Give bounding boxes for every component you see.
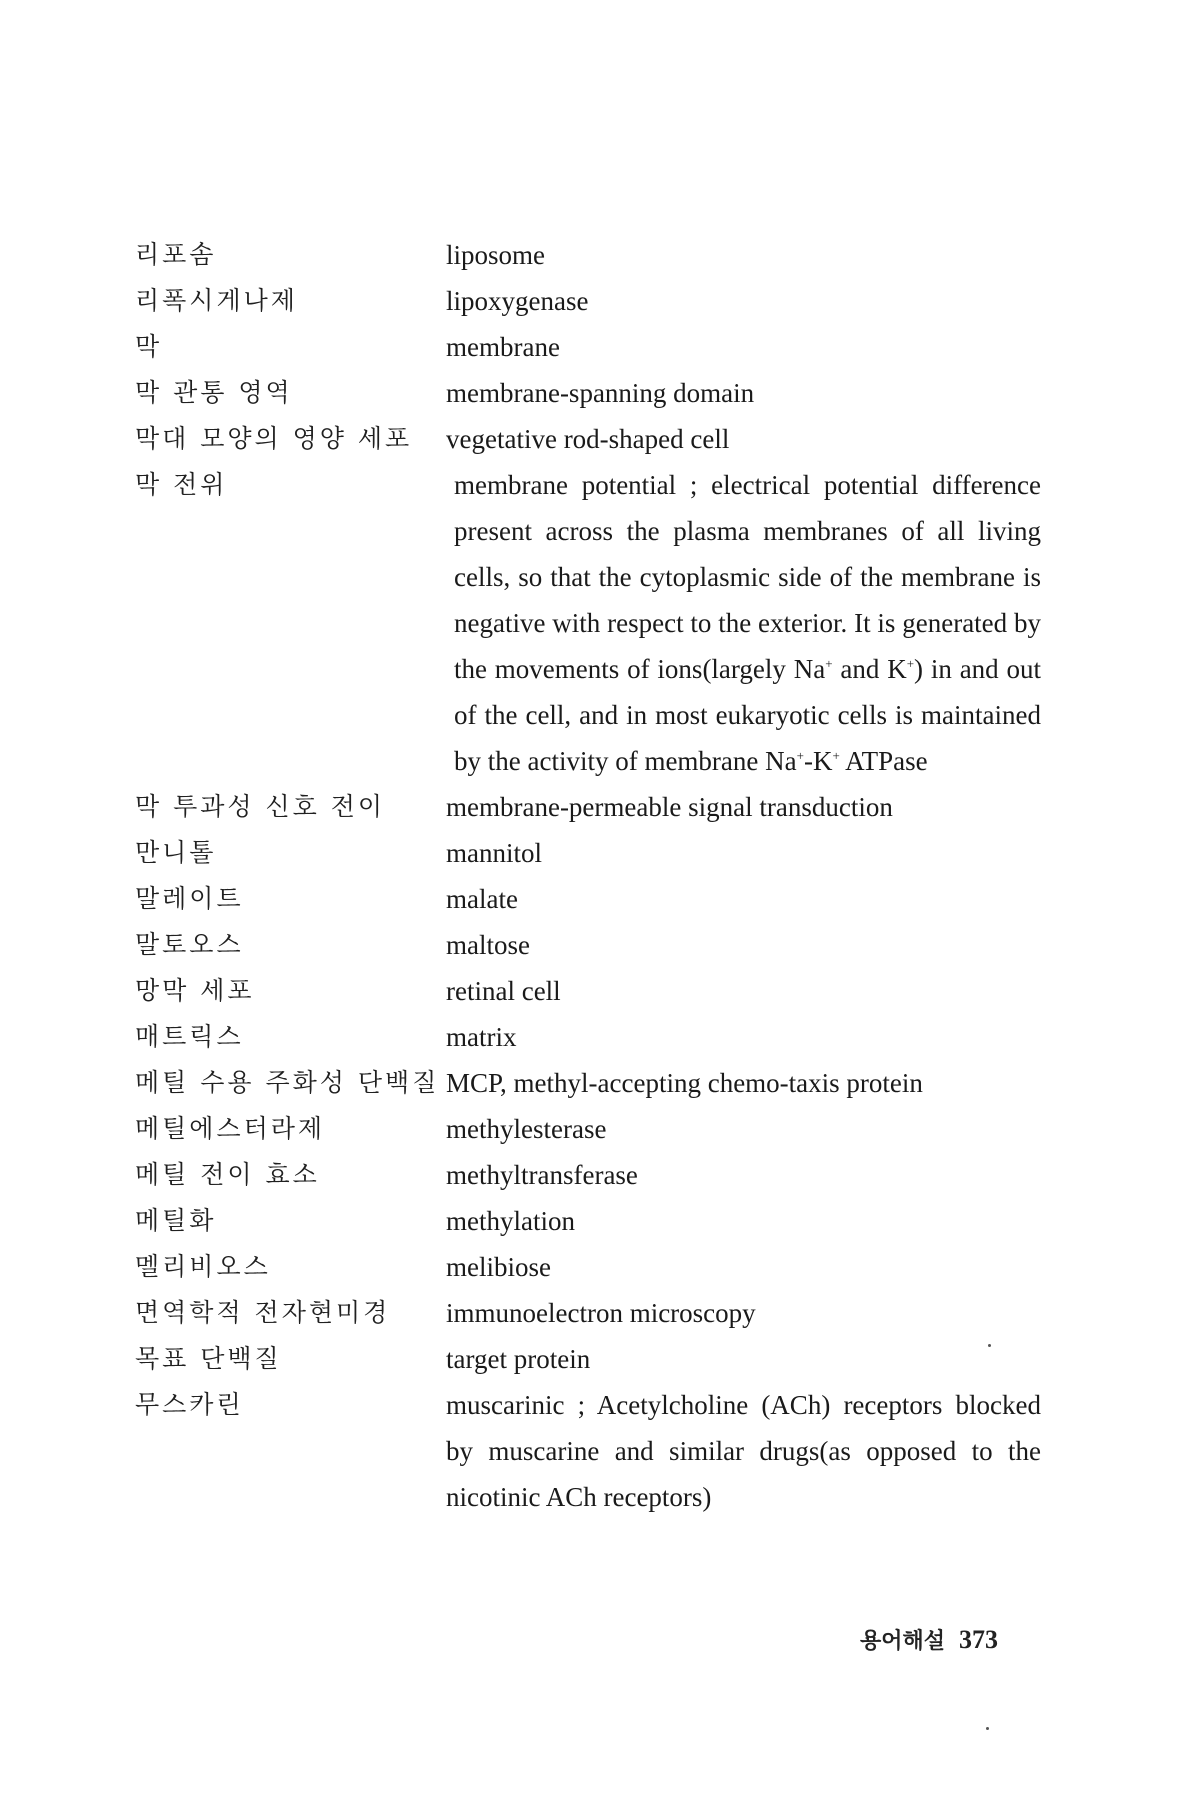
definition-text: membrane potential ; electrical potential difference present across the plasma membranes of all living cells, so that the cytoplasmic side of the membrane is negative with respect to the exterior. It is generated by the movements of ions(largely Na xyxy=(454,470,1041,684)
english-term: matrix xyxy=(446,1022,517,1052)
korean-term: 면역학적 전자현미경 xyxy=(135,1298,391,1327)
korean-term: 막 xyxy=(135,332,163,361)
superscript-plus: + xyxy=(906,656,915,671)
english-term: methylation xyxy=(446,1206,575,1236)
glossary-entry xyxy=(135,232,1055,278)
korean-term: 막 관통 영역 xyxy=(135,378,293,407)
page-number: 373 xyxy=(959,1625,999,1654)
glossary-entry xyxy=(135,1060,1055,1106)
glossary-entry xyxy=(135,1152,1055,1198)
english-term: lipoxygenase xyxy=(446,286,589,316)
scan-speck xyxy=(988,1344,991,1347)
footer-section-label: 용어해설 xyxy=(860,1629,946,1654)
glossary-entry xyxy=(135,1198,1055,1244)
english-definition: muscarinic ; Acetylcholine (ACh) receptors blocked by muscarine and similar drugs(as opposed to the nicotinic ACh receptors) xyxy=(446,1390,1041,1512)
english-term: vegetative rod-shaped cell xyxy=(446,424,730,454)
superscript-plus: + xyxy=(832,748,840,763)
glossary-list xyxy=(135,232,1055,1520)
glossary-entry xyxy=(135,1336,1055,1382)
korean-term: 멜리비오스 xyxy=(135,1252,271,1281)
english-term: liposome xyxy=(446,240,545,270)
glossary-entry xyxy=(135,876,1055,922)
english-term: melibiose xyxy=(446,1252,551,1282)
korean-term: 메틸 수용 주화성 단백질 xyxy=(135,1068,440,1097)
english-term: membrane-permeable signal transduction xyxy=(446,792,893,822)
korean-term: 매트릭스 xyxy=(135,1022,244,1051)
glossary-entry xyxy=(135,1014,1055,1060)
korean-term: 메틸화 xyxy=(135,1206,217,1235)
english-definition xyxy=(446,462,1055,784)
english-term: target protein xyxy=(446,1344,591,1374)
english-term: methyltransferase xyxy=(446,1160,638,1190)
glossary-entry xyxy=(135,784,1055,830)
glossary-entry xyxy=(135,1382,1055,1520)
definition-text: and K xyxy=(832,654,907,684)
korean-term: 리폭시게나제 xyxy=(135,286,298,315)
english-term: methylesterase xyxy=(446,1114,607,1144)
korean-term: 말토오스 xyxy=(135,930,244,959)
definition-text: ATPase xyxy=(839,746,928,776)
english-term: membrane-spanning domain xyxy=(446,378,755,408)
glossary-entry xyxy=(135,1290,1055,1336)
korean-term: 메틸에스터라제 xyxy=(135,1114,326,1143)
korean-term: 망막 세포 xyxy=(135,976,255,1005)
korean-term: 리포솜 xyxy=(135,240,217,269)
glossary-entry xyxy=(135,370,1055,416)
glossary-entry xyxy=(135,922,1055,968)
korean-term: 목표 단백질 xyxy=(135,1344,282,1373)
glossary-entry xyxy=(135,324,1055,370)
glossary-entry xyxy=(135,830,1055,876)
english-term: malate xyxy=(446,884,518,914)
glossary-entry xyxy=(135,968,1055,1014)
korean-term: 만니톨 xyxy=(135,838,217,867)
glossary-entry xyxy=(135,416,1055,462)
english-term: retinal cell xyxy=(446,976,561,1006)
english-term: maltose xyxy=(446,930,530,960)
korean-term: 말레이트 xyxy=(135,884,244,913)
definition-text: ) in and out of the cell, and in most eukaryotic cells is maintained by the activity of membrane Na xyxy=(454,654,1041,776)
definition-text: -K xyxy=(803,746,833,776)
korean-term: 막대 모양의 영양 세포 xyxy=(135,424,413,453)
english-term: membrane xyxy=(446,332,560,362)
glossary-entry xyxy=(135,278,1055,324)
english-term: mannitol xyxy=(446,838,542,868)
superscript-plus: + xyxy=(796,748,804,763)
korean-term: 막 투과성 신호 전이 xyxy=(135,792,386,821)
page-footer xyxy=(860,1624,998,1655)
english-term: MCP, methyl-accepting chemo-taxis protein xyxy=(446,1068,923,1098)
glossary-entry xyxy=(135,1106,1055,1152)
scan-speck xyxy=(986,1727,989,1730)
korean-term: 막 전위 xyxy=(135,470,228,499)
korean-term: 무스카린 xyxy=(135,1390,244,1419)
glossary-entry xyxy=(135,1244,1055,1290)
korean-term: 메틸 전이 효소 xyxy=(135,1160,320,1189)
superscript-plus: + xyxy=(825,656,833,671)
english-term: immunoelectron microscopy xyxy=(446,1298,756,1328)
glossary-entry xyxy=(135,462,1055,784)
